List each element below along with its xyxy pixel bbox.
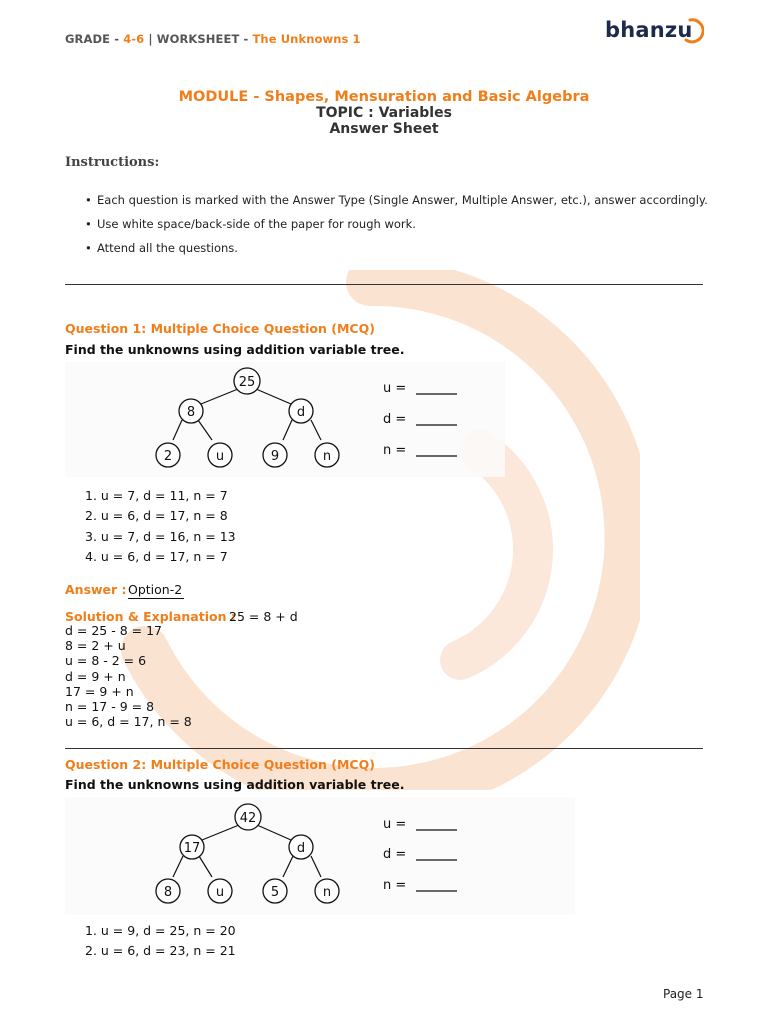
blank-u-label: u = <box>383 817 407 832</box>
option-item[interactable]: 1. u = 7, d = 11, n = 7 <box>85 488 228 503</box>
tree-left-label: 17 <box>183 841 201 856</box>
tree-left-label: 8 <box>186 405 196 420</box>
solution-line: u = 6, d = 17, n = 8 <box>65 714 192 730</box>
solution-steps <box>65 623 192 729</box>
option-item[interactable]: 1. u = 9, d = 25, n = 20 <box>85 923 236 938</box>
blank-d-label: d = <box>383 847 407 862</box>
solution-line: 8 = 2 + u <box>65 638 126 654</box>
question-1-title: Question 1: Multiple Choice Question (MCQ) <box>65 321 375 336</box>
instruction-item: • Use white space/back-side of the paper for rough work. <box>85 217 416 231</box>
tree-right-label: d <box>296 841 306 856</box>
header-separator: | <box>148 32 153 46</box>
divider <box>65 284 703 285</box>
divider <box>65 748 703 749</box>
tree-leaf-label: u <box>215 885 225 900</box>
worksheet-title: The Unknowns 1 <box>252 32 361 46</box>
solution-line: d = 9 + n <box>65 668 126 684</box>
solution-line: n = 17 - 9 = 8 <box>65 699 155 715</box>
solution-first-line: 25 = 8 + d <box>229 609 298 624</box>
tree-leaf-label: 2 <box>163 449 173 464</box>
question-2-tree <box>65 797 575 915</box>
page-number: Page 1 <box>663 987 704 1001</box>
tree-leaf-label: n <box>322 449 332 464</box>
tree-leaf-label: 8 <box>163 885 173 900</box>
grade-label: GRADE - <box>65 32 120 46</box>
blank-n-label: n = <box>383 443 407 458</box>
sheet-title: Answer Sheet <box>329 121 439 137</box>
question-2-title: Question 2: Multiple Choice Question (MCQ) <box>65 757 375 772</box>
solution-line: u = 8 - 2 = 6 <box>65 653 147 669</box>
tree-leaf-label: n <box>322 885 332 900</box>
blank-d-label: d = <box>383 412 407 427</box>
instructions-list <box>85 193 708 265</box>
option-item[interactable]: 4. u = 6, d = 17, n = 7 <box>85 548 228 564</box>
module-title: MODULE - Shapes, Mensuration and Basic Algebra <box>178 89 590 105</box>
tree-root-label: 25 <box>238 375 256 390</box>
question-1-text: Find the unknowns using addition variable tree. <box>65 342 405 357</box>
logo-arc-icon <box>684 18 704 44</box>
question-1-tree <box>65 362 505 477</box>
option-item[interactable]: 2. u = 6, d = 17, n = 8 <box>85 508 228 524</box>
question-2-options <box>85 923 236 964</box>
tree-leaf-label: 9 <box>270 449 280 464</box>
solution-line: d = 25 - 8 = 17 <box>65 623 162 638</box>
blank-n-label: n = <box>383 878 407 893</box>
instruction-item: • Each question is marked with the Answer Type (Single Answer, Multiple Answer, etc.), answer accordingly. <box>85 193 708 207</box>
solution-label: Solution & Explanation : <box>65 609 236 624</box>
option-item[interactable]: 3. u = 7, d = 16, n = 13 <box>85 528 236 544</box>
topic-title: TOPIC : Variables <box>316 105 452 121</box>
tree-root-label: 42 <box>239 811 257 826</box>
brand-logo: bhanzu <box>605 18 693 42</box>
question-1-options <box>85 488 236 569</box>
answer-value: Option-2 <box>128 582 183 597</box>
blank-u-label: u = <box>383 381 407 396</box>
option-item[interactable]: 2. u = 6, d = 23, n = 21 <box>85 943 236 959</box>
solution-line: 17 = 9 + n <box>65 683 134 699</box>
instructions-heading: Instructions: <box>65 155 160 170</box>
worksheet-header <box>65 32 361 46</box>
answer-label: Answer : <box>65 582 127 597</box>
instruction-item: • Attend all the questions. <box>85 241 238 255</box>
grade-value: 4-6 <box>123 32 145 46</box>
tree-leaf-label: 5 <box>270 885 280 900</box>
tree-right-label: d <box>296 405 306 420</box>
worksheet-label: WORKSHEET - <box>156 32 249 46</box>
tree-leaf-label: u <box>215 449 225 464</box>
question-2-text: Find the unknowns using addition variable tree. <box>65 777 405 792</box>
